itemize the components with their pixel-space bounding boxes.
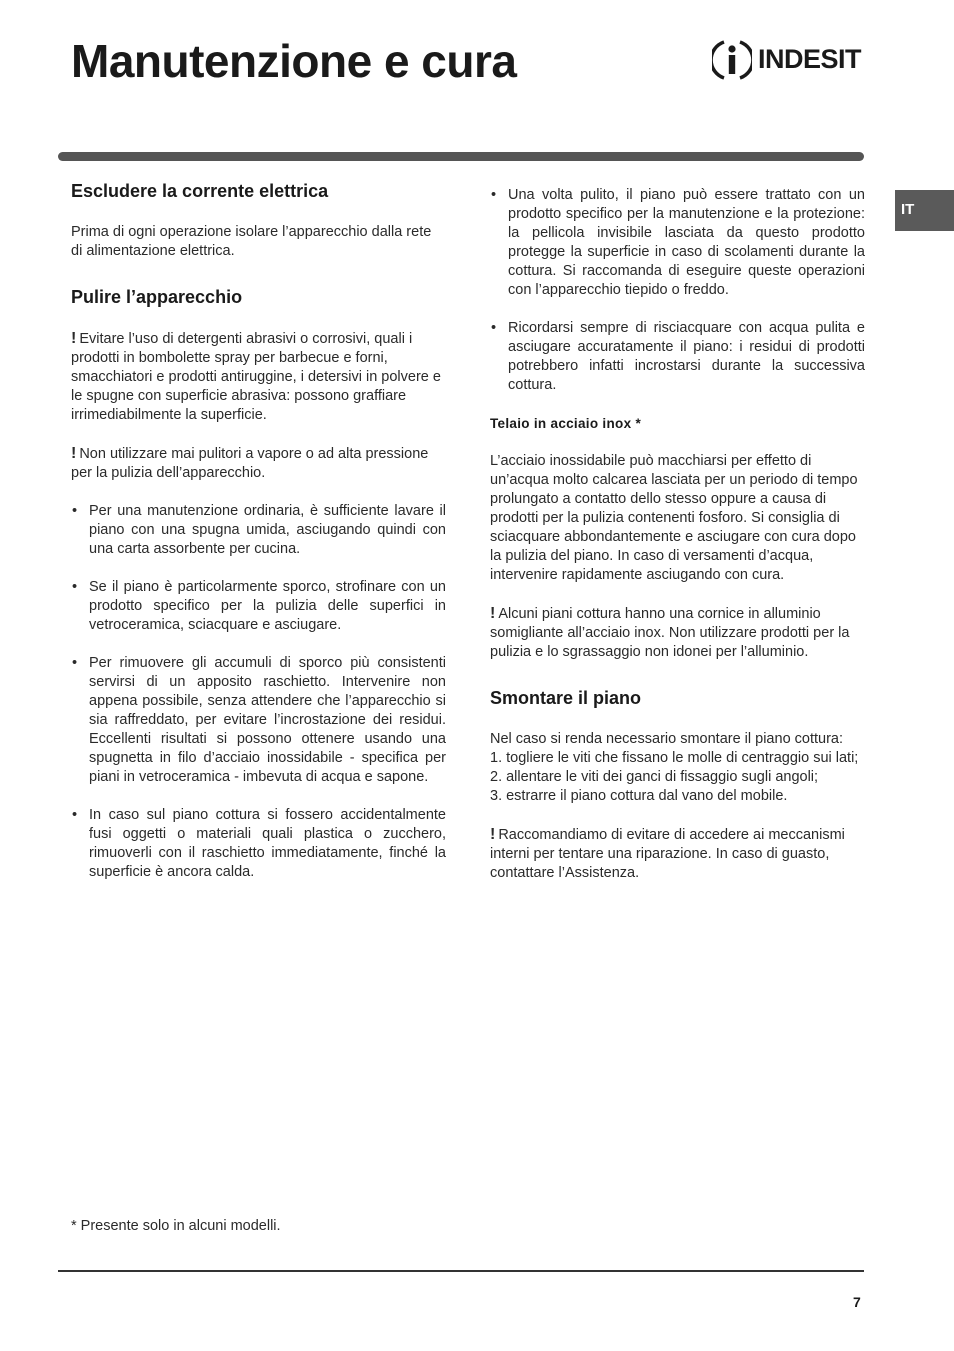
list-item: • Ricordarsi sempre di risciacquare con acqua pulita e asciugare accuratamente il piano: i residui di prodotti potrebbero infatti incrostarsi durante la successiva cottura. — [490, 319, 865, 395]
warning-paragraph — [490, 825, 865, 883]
footnote: * Presente solo in alcuni modelli. — [71, 1218, 281, 1234]
cleaning-bullet-list — [71, 502, 446, 882]
step-item: 1. togliere le viti che fissano le molle di centraggio sui lati; — [490, 750, 859, 766]
section-heading-power: Escludere la corrente elettrica — [71, 181, 329, 201]
page-number: 7 — [853, 1294, 861, 1310]
list-item: • Per rimuovere gli accumuli di sporco più consistenti servirsi di un apposito raschietto. Intervenire non appena possibile, senza attendere che l’apparecchio si sia raffreddato, per evitare l’incrostazione dei residui. Eccellenti risultati si possono ottenere usando una spugnetta in filo d’acciaio inossidabile - specifica per piani in vetroceramica - imbevuta di acqua e sapone. — [71, 654, 446, 787]
disassembly-intro: Nel caso si renda necessario smontare il piano cottura: — [490, 731, 844, 747]
list-item: • Una volta pulito, il piano può essere trattato con un prodotto specifico per la manutenzione e la protezione: la pellicola invisibile lasciata da questo prodotto protegge la superficie in caso di scolamenti durante la cottura. Si raccomanda di eseguire queste operazioni con l’apparecchio tiepido o freddo. — [490, 186, 865, 300]
section-heading-steel-frame: Telaio in acciaio inox * — [490, 416, 641, 431]
step-item: 3. estrarre il piano cottura dal vano del mobile. — [490, 788, 788, 804]
warning-paragraph — [490, 604, 865, 662]
disassembly-steps — [490, 730, 865, 806]
footer-divider — [58, 1270, 864, 1272]
left-column — [71, 182, 446, 901]
list-item: • Se il piano è particolarmente sporco, strofinare con un prodotto specifico per la pulizia delle superfici in vetroceramica, sciacquare e asciugare. — [71, 578, 446, 635]
page-title: Manutenzione e cura — [71, 35, 517, 87]
maintenance-bullet-list — [490, 186, 865, 395]
warning-icon: ! — [490, 826, 496, 843]
warning-icon: ! — [71, 445, 77, 462]
warning-paragraph — [71, 329, 446, 425]
right-column — [490, 186, 865, 902]
section-heading-disassembly: Smontare il piano — [490, 688, 642, 708]
warning-icon: ! — [71, 330, 77, 347]
section-heading-cleaning: Pulire l’apparecchio — [71, 287, 243, 307]
warning-paragraph — [71, 444, 446, 483]
warning-text: Raccomandiamo di evitare di accedere ai meccanismi interni per tentare una riparazione. In caso di guasto, contattare l’Assistenza. — [490, 827, 845, 881]
brand-logo-icon — [712, 38, 752, 82]
warning-text: Alcuni piani cottura hanno una cornice in alluminio somigliante all’acciaio inox. Non utilizzare prodotti per la pulizia e lo sgrassaggio non idonei per l’alluminio. — [490, 606, 850, 660]
warning-text: Non utilizzare mai pulitori a vapore o ad alta pressione per la pulizia dell’apparecchio. — [71, 446, 429, 481]
list-item: • In caso sul piano cottura si fossero accidentalmente fusi oggetti o materiali quali plastica o zucchero, rimuoverli con il raschietto immediatamente, finché la superficie è ancora calda. — [71, 806, 446, 882]
warning-text: Evitare l’uso di detergenti abrasivi o corrosivi, quali i prodotti in bombolette spray per barbecue e forni, smacchiatori e prodotti antiruggine, i detersivi in polvere e le spugne con superficie abrasiva: possono graffiare irrimediabilmente la superficie. — [71, 331, 441, 423]
list-item: • Per una manutenzione ordinaria, è sufficiente lavare il piano con una spugna umida, asciugando quindi con una carta assorbente per cucina. — [71, 502, 446, 559]
brand-logo — [712, 38, 864, 82]
brand-name: INDESIT — [758, 44, 862, 74]
header-divider — [58, 152, 864, 161]
language-tab: IT — [895, 190, 954, 231]
warning-icon: ! — [490, 605, 496, 622]
section-text-power: Prima di ogni operazione isolare l’apparecchio dalla rete di alimentazione elettrica. — [71, 224, 432, 259]
section-text-steel-frame: L’acciaio inossidabile può macchiarsi per effetto di un’acqua molto calcarea lasciata per un periodo di tempo prolungato a contatto dello stesso oppure a causa di prodotti per la pulizia contenenti fosforo. Si consiglia di sciacquare abbondantemente e asciugare con cura dopo la pulizia del piano. In caso di versamenti d’acqua, intervenire rapidamente asciugando con cura. — [490, 453, 858, 583]
step-item: 2. allentare le viti dei ganci di fissaggio sugli angoli; — [490, 769, 819, 785]
